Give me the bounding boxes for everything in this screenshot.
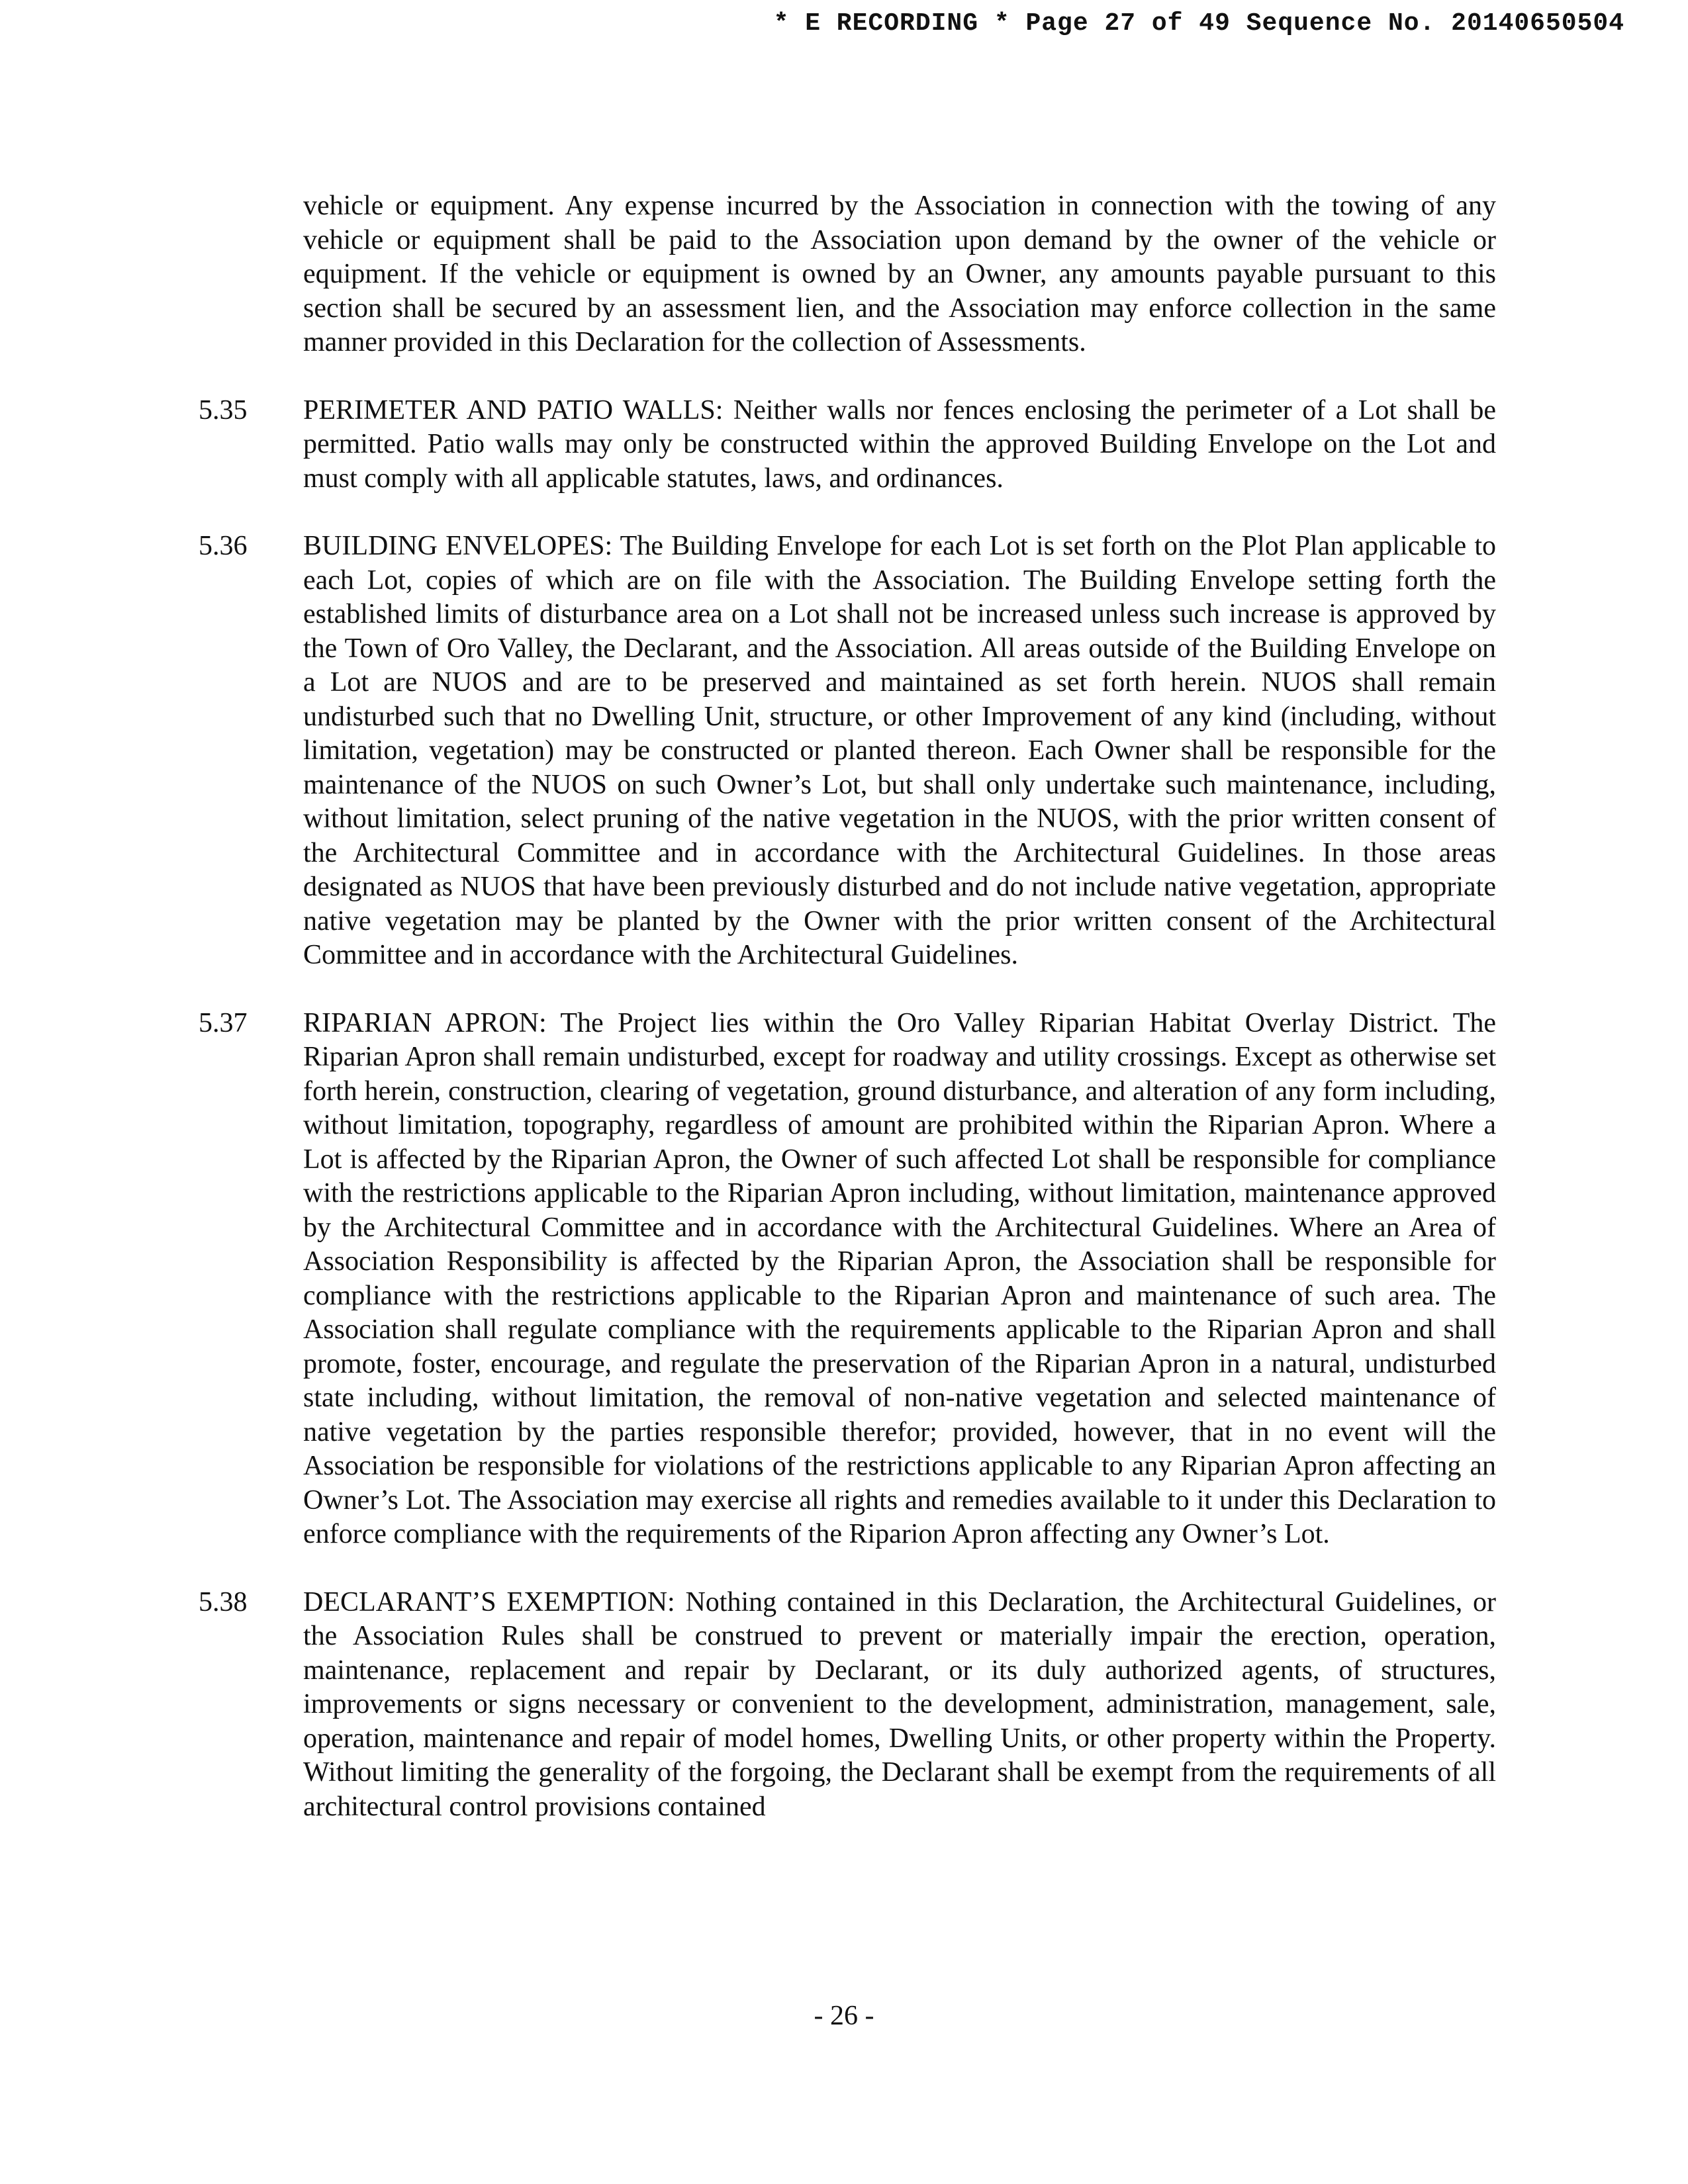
section-number: 5.38 — [199, 1586, 248, 1617]
section-5-38 — [199, 1586, 1496, 1825]
section-number: 5.37 — [199, 1007, 248, 1038]
recording-header: * E RECORDING * Page 27 of 49 Sequence No. 20140650504 — [773, 9, 1624, 38]
section-5-37 — [199, 1007, 1496, 1552]
section-text: RIPARIAN APRON: The Project lies within the Oro Valley Riparian Habitat Overlay District. The Riparian Apron shall remain undisturbed, except for roadway and utility crossings. Except as otherwise set forth herein, construction, clearing of vegetation, ground disturbance, and alteration of any form including, without limitation, topography, regardless of amount are prohibited within the Riparian Apron. Where a Lot is affected by the Riparian Apron, the Owner of such affected Lot shall be responsible for compliance with the restrictions applicable to the Riparian Apron including, without limitation, maintenance approved by the Architectural Committee and in accordance with the Architectural Guidelines. Where an Area of Association Responsibility is affected by the Riparian Apron, the Association shall be responsible for compliance with the restrictions applicable to the Riparian Apron and maintenance of such area. The Association shall regulate compliance with the requirements applicable to the Riparian Apron and shall promote, foster, encourage, and regulate the preservation of the Riparian Apron in a natural, undisturbed state including, without limitation, the removal of non-native vegetation and selected maintenance of native vegetation by the parties responsible therefor; provided, however, that in no event will the Association be responsible for violations of the restrictions applicable to any Riparian Apron affecting an Owner’s Lot. The Association may exercise all rights and remedies available to it under this Declaration to enforce compliance with the requirements of the Riparion Apron affecting any Owner’s Lot. — [303, 1007, 1496, 1549]
continued-paragraph: vehicle or equipment. Any expense incurred by the Association in connection with the towing of any vehicle or equipment shall be paid to the Association upon demand by the owner of the vehicle or equipment. If the vehicle or equipment is owned by an Owner, any amounts payable pursuant to this section shall be secured by an assessment lien, and the Association may enforce collection in the same manner provided in this Declaration for the collection of Assessments. — [303, 191, 1496, 357]
section-5-36 — [199, 529, 1496, 973]
section-text: BUILDING ENVELOPES: The Building Envelope for each Lot is set forth on the Plot Plan applicable to each Lot, copies of which are on file with the Association. The Building Envelope setting forth the established limits of disturbance area on a Lot shall not be increased unless such increase is approved by the Town of Oro Valley, the Declarant, and the Association. All areas outside of the Building Envelope on a Lot are NUOS and are to be preserved and maintained as set forth herein. NUOS shall remain undisturbed such that no Dwelling Unit, structure, or other Improvement of any kind (including, without limitation, vegetation) may be constructed or planted thereon. Each Owner shall be responsible for the maintenance of the NUOS on such Owner’s Lot, but shall only undertake such maintenance, including, without limitation, select pruning of the native vegetation in the NUOS, with the prior written consent of the Architectural Committee and in accordance with the Architectural Guidelines. In those areas designated as NUOS that have been previously disturbed and do not include native vegetation, appropriate native vegetation may be planted by the Owner with the prior written consent of the Architectural Committee and in accordance with the Architectural Guidelines. — [303, 531, 1496, 970]
section-text: DECLARANT’S EXEMPTION: Nothing contained in this Declaration, the Architectural Guidelines, or the Association Rules shall be construed to prevent or materially impair the erection, operation, maintenance, replacement and repair by Declarant, or its duly authorized agents, of structures, improvements or signs necessary or convenient to the development, administration, management, sale, operation, maintenance and repair of model homes, Dwelling Units, or other property within the Property. Without limiting the generality of the forgoing, the Declarant shall be exempt from the requirements of all architectural control provisions contained — [303, 1586, 1496, 1822]
section-number: 5.35 — [199, 394, 248, 426]
section-number: 5.36 — [199, 531, 248, 561]
document-body — [199, 189, 1496, 1858]
page-number: - 26 - — [814, 2001, 874, 2031]
section-5-35 — [199, 394, 1496, 496]
section-text: PERIMETER AND PATIO WALLS: Neither walls nor fences enclosing the perimeter of a Lot shall be permitted. Patio walls may only be constructed within the approved Building Envelope on the Lot and must comply with all applicable statutes, laws, and ordinances. — [303, 394, 1496, 494]
